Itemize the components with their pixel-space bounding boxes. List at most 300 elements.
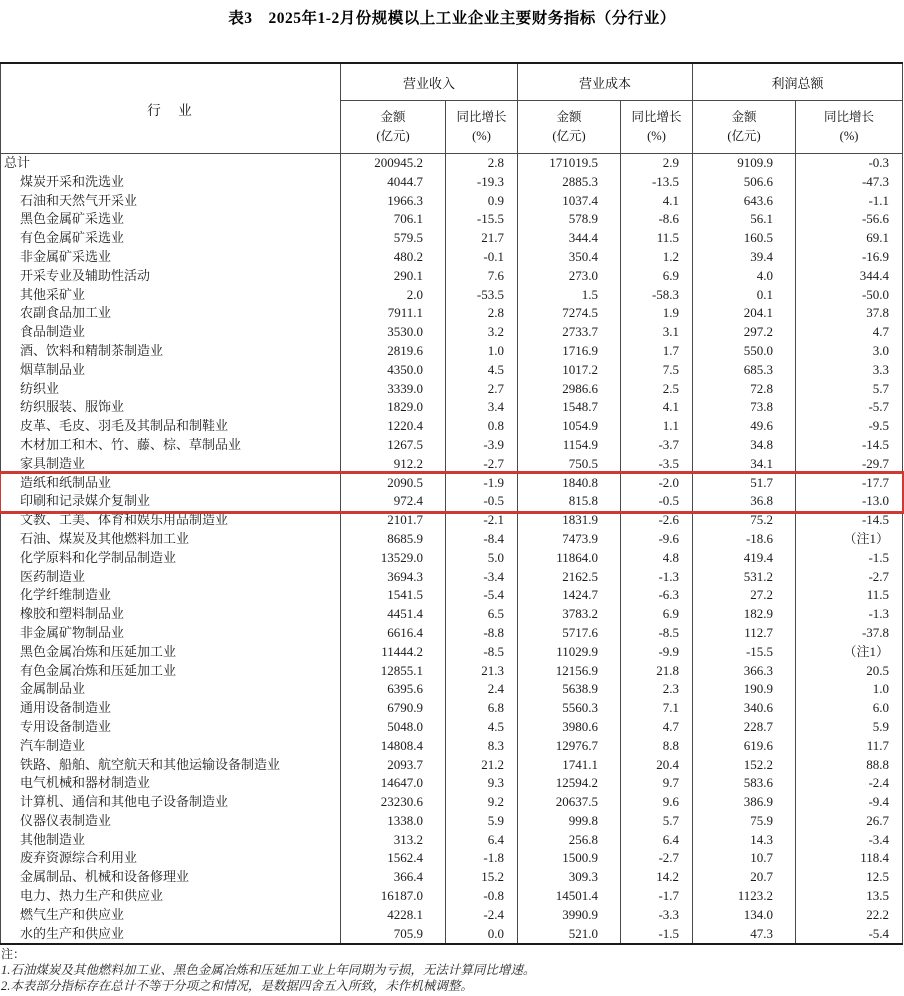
subheader-label: 金额 <box>380 110 406 124</box>
table-body <box>1 154 903 945</box>
profit-growth: -17.7 <box>796 474 903 493</box>
cost-amount: 2885.3 <box>518 173 621 192</box>
cost-growth: -8.6 <box>621 210 693 229</box>
profit-amount: 550.0 <box>693 342 796 361</box>
industry-name: 非金属矿物制品业 <box>1 624 341 643</box>
revenue-growth: -53.5 <box>446 286 518 305</box>
revenue-growth: 21.3 <box>446 662 518 681</box>
cost-growth: 4.7 <box>621 718 693 737</box>
cost-growth: 9.7 <box>621 774 693 793</box>
profit-growth: -2.4 <box>796 774 903 793</box>
subheader-unit: (%) <box>647 129 666 143</box>
profit-amount: 506.6 <box>693 173 796 192</box>
profit-growth: （注1） <box>796 643 903 662</box>
revenue-amount: 480.2 <box>341 248 446 267</box>
table-row <box>1 793 903 812</box>
industry-name: 文教、工美、体育和娱乐用品制造业 <box>1 511 341 530</box>
industry-name: 计算机、通信和其他电子设备制造业 <box>1 793 341 812</box>
revenue-growth: -2.7 <box>446 455 518 474</box>
subheader-label: 同比增长 <box>456 110 507 124</box>
profit-growth: 6.0 <box>796 699 903 718</box>
revenue-amount: 6616.4 <box>341 624 446 643</box>
revenue-growth: 3.2 <box>446 323 518 342</box>
industry-name: 纺织业 <box>1 380 341 399</box>
profit-growth: -29.7 <box>796 455 903 474</box>
cost-growth: -9.9 <box>621 643 693 662</box>
industry-name: 烟草制品业 <box>1 361 341 380</box>
cost-amount: 11864.0 <box>518 549 621 568</box>
table-row <box>1 455 903 474</box>
revenue-amount: 1966.3 <box>341 192 446 211</box>
table-row <box>1 229 903 248</box>
profit-growth: -5.7 <box>796 398 903 417</box>
cost-growth: 4.8 <box>621 549 693 568</box>
industry-name: 金属制品、机械和设备修理业 <box>1 868 341 887</box>
cost-amount: 11029.9 <box>518 643 621 662</box>
industry-name: 化学纤维制造业 <box>1 586 341 605</box>
profit-growth: -37.8 <box>796 624 903 643</box>
revenue-amount: 972.4 <box>341 492 446 511</box>
subheader-cost-amount <box>518 101 621 154</box>
cost-amount: 2162.5 <box>518 568 621 587</box>
profit-amount: 34.1 <box>693 455 796 474</box>
revenue-growth: -3.4 <box>446 568 518 587</box>
cost-growth: 2.9 <box>621 154 693 173</box>
table-row <box>1 568 903 587</box>
subheader-profit-amount <box>693 101 796 154</box>
industry-name: 酒、饮料和精制茶制造业 <box>1 342 341 361</box>
cost-amount: 14501.4 <box>518 887 621 906</box>
profit-amount: 228.7 <box>693 718 796 737</box>
cost-amount: 273.0 <box>518 267 621 286</box>
revenue-amount: 1541.5 <box>341 586 446 605</box>
revenue-growth: 0.9 <box>446 192 518 211</box>
industry-name: 汽车制造业 <box>1 737 341 756</box>
profit-amount: 160.5 <box>693 229 796 248</box>
revenue-amount: 366.4 <box>341 868 446 887</box>
industry-name: 其他采矿业 <box>1 286 341 305</box>
revenue-growth: -1.8 <box>446 849 518 868</box>
cost-growth: -13.5 <box>621 173 693 192</box>
column-group-cost: 营业成本 <box>518 63 693 101</box>
cost-amount: 5717.6 <box>518 624 621 643</box>
profit-growth: -47.3 <box>796 173 903 192</box>
profit-amount: 20.7 <box>693 868 796 887</box>
cost-growth: -3.7 <box>621 436 693 455</box>
cost-amount: 3990.9 <box>518 906 621 925</box>
cost-growth: -2.0 <box>621 474 693 493</box>
financial-indicators-table <box>0 62 903 945</box>
table-row <box>1 286 903 305</box>
profit-growth: 5.9 <box>796 718 903 737</box>
cost-growth: 7.1 <box>621 699 693 718</box>
table-row <box>1 737 903 756</box>
profit-amount: 1123.2 <box>693 887 796 906</box>
revenue-amount: 2093.7 <box>341 756 446 775</box>
cost-growth: -8.5 <box>621 624 693 643</box>
cost-amount: 7473.9 <box>518 530 621 549</box>
profit-amount: -15.5 <box>693 643 796 662</box>
profit-amount: -18.6 <box>693 530 796 549</box>
cost-amount: 256.8 <box>518 831 621 850</box>
table-row <box>1 831 903 850</box>
profit-growth: 3.3 <box>796 361 903 380</box>
cost-growth: 1.2 <box>621 248 693 267</box>
cost-growth: 5.7 <box>621 812 693 831</box>
revenue-amount: 8685.9 <box>341 530 446 549</box>
profit-growth: -14.5 <box>796 436 903 455</box>
revenue-growth: -2.1 <box>446 511 518 530</box>
revenue-amount: 7911.1 <box>341 304 446 323</box>
table-row <box>1 643 903 662</box>
revenue-growth: 6.5 <box>446 605 518 624</box>
table-row <box>1 887 903 906</box>
table-row <box>1 605 903 624</box>
table-row <box>1 361 903 380</box>
cost-amount: 750.5 <box>518 455 621 474</box>
revenue-growth: -2.4 <box>446 906 518 925</box>
profit-amount: 619.6 <box>693 737 796 756</box>
industry-name: 煤炭开采和洗选业 <box>1 173 341 192</box>
industry-name: 农副食品加工业 <box>1 304 341 323</box>
industry-name: 纺织服装、服饰业 <box>1 398 341 417</box>
footnote-2: 2.本表部分指标存在总计不等于分项之和情况，是数据四舍五入所致，未作机械调整。 <box>1 979 473 994</box>
industry-name: 石油和天然气开采业 <box>1 192 341 211</box>
footnotes <box>0 947 904 994</box>
cost-amount: 1424.7 <box>518 586 621 605</box>
profit-growth: （注1） <box>796 530 903 549</box>
profit-amount: 134.0 <box>693 906 796 925</box>
profit-growth: -9.5 <box>796 417 903 436</box>
profit-growth: 11.7 <box>796 737 903 756</box>
revenue-growth: 21.7 <box>446 229 518 248</box>
table-row <box>1 718 903 737</box>
cost-growth: 2.5 <box>621 380 693 399</box>
industry-name: 废弃资源综合利用业 <box>1 849 341 868</box>
revenue-amount: 290.1 <box>341 267 446 286</box>
profit-amount: 47.3 <box>693 925 796 945</box>
cost-growth: 21.8 <box>621 662 693 681</box>
industry-name: 开采专业及辅助性活动 <box>1 267 341 286</box>
profit-growth: -14.5 <box>796 511 903 530</box>
table-row <box>1 925 903 945</box>
cost-amount: 815.8 <box>518 492 621 511</box>
cost-amount: 1716.9 <box>518 342 621 361</box>
cost-amount: 1741.1 <box>518 756 621 775</box>
cost-growth: 1.1 <box>621 417 693 436</box>
revenue-growth: 15.2 <box>446 868 518 887</box>
industry-name: 其他制造业 <box>1 831 341 850</box>
cost-amount: 2986.6 <box>518 380 621 399</box>
cost-growth: -1.3 <box>621 568 693 587</box>
table-row <box>1 906 903 925</box>
revenue-amount: 14808.4 <box>341 737 446 756</box>
cost-amount: 12594.2 <box>518 774 621 793</box>
industry-name: 医药制造业 <box>1 568 341 587</box>
revenue-growth: 6.4 <box>446 831 518 850</box>
cost-amount: 1840.8 <box>518 474 621 493</box>
cost-growth: 2.3 <box>621 680 693 699</box>
profit-amount: 14.3 <box>693 831 796 850</box>
profit-growth: -56.6 <box>796 210 903 229</box>
subheader-label: 同比增长 <box>631 110 682 124</box>
cost-growth: 6.9 <box>621 267 693 286</box>
cost-amount: 999.8 <box>518 812 621 831</box>
industry-name: 食品制造业 <box>1 323 341 342</box>
revenue-amount: 1562.4 <box>341 849 446 868</box>
subheader-cost-growth <box>621 101 693 154</box>
profit-growth: 118.4 <box>796 849 903 868</box>
industry-name: 有色金属矿采选业 <box>1 229 341 248</box>
profit-amount: 75.9 <box>693 812 796 831</box>
profit-growth: 11.5 <box>796 586 903 605</box>
table-row <box>1 530 903 549</box>
cost-growth: 20.4 <box>621 756 693 775</box>
cost-amount: 1154.9 <box>518 436 621 455</box>
profit-growth: 20.5 <box>796 662 903 681</box>
industry-name: 总计 <box>1 154 341 173</box>
cost-amount: 12156.9 <box>518 662 621 681</box>
revenue-growth: 4.5 <box>446 718 518 737</box>
revenue-amount: 6790.9 <box>341 699 446 718</box>
cost-growth: -0.5 <box>621 492 693 511</box>
revenue-growth: 6.8 <box>446 699 518 718</box>
revenue-growth: -15.5 <box>446 210 518 229</box>
cost-amount: 7274.5 <box>518 304 621 323</box>
revenue-growth: -0.1 <box>446 248 518 267</box>
industry-name: 橡胶和塑料制品业 <box>1 605 341 624</box>
revenue-growth: -0.5 <box>446 492 518 511</box>
profit-amount: 152.2 <box>693 756 796 775</box>
profit-growth: 13.5 <box>796 887 903 906</box>
revenue-amount: 16187.0 <box>341 887 446 906</box>
cost-amount: 309.3 <box>518 868 621 887</box>
table-row <box>1 756 903 775</box>
revenue-growth: 5.9 <box>446 812 518 831</box>
profit-growth: -13.0 <box>796 492 903 511</box>
profit-growth: -16.9 <box>796 248 903 267</box>
table-row <box>1 342 903 361</box>
table-row <box>1 549 903 568</box>
table-row <box>1 436 903 455</box>
profit-amount: 366.3 <box>693 662 796 681</box>
cost-amount: 1054.9 <box>518 417 621 436</box>
revenue-growth: 9.2 <box>446 793 518 812</box>
revenue-amount: 14647.0 <box>341 774 446 793</box>
cost-growth: 6.4 <box>621 831 693 850</box>
revenue-growth: 7.6 <box>446 267 518 286</box>
profit-growth: -1.1 <box>796 192 903 211</box>
table-row <box>1 680 903 699</box>
revenue-amount: 3339.0 <box>341 380 446 399</box>
profit-growth: 5.7 <box>796 380 903 399</box>
industry-name: 铁路、船舶、航空航天和其他运输设备制造业 <box>1 756 341 775</box>
table-row <box>1 511 903 530</box>
cost-amount: 350.4 <box>518 248 621 267</box>
cost-growth: -9.6 <box>621 530 693 549</box>
cost-growth: 4.1 <box>621 398 693 417</box>
subheader-unit: (亿元) <box>376 129 410 143</box>
table-row <box>1 154 903 173</box>
revenue-amount: 313.2 <box>341 831 446 850</box>
cost-growth: -58.3 <box>621 286 693 305</box>
page-title: 表3 2025年1-2月份规模以上工业企业主要财务指标（分行业） <box>228 10 676 27</box>
table-row <box>1 192 903 211</box>
profit-amount: 386.9 <box>693 793 796 812</box>
profit-growth: -1.5 <box>796 549 903 568</box>
column-header-industry: 行 业 <box>1 63 341 154</box>
industry-name: 金属制品业 <box>1 680 341 699</box>
industry-name: 木材加工和木、竹、藤、棕、草制品业 <box>1 436 341 455</box>
revenue-growth: 2.4 <box>446 680 518 699</box>
profit-growth: -0.3 <box>796 154 903 173</box>
cost-growth: 1.9 <box>621 304 693 323</box>
revenue-growth: 8.3 <box>446 737 518 756</box>
revenue-growth: 2.8 <box>446 304 518 323</box>
profit-growth: 3.0 <box>796 342 903 361</box>
industry-name: 皮革、毛皮、羽毛及其制品和制鞋业 <box>1 417 341 436</box>
revenue-amount: 1220.4 <box>341 417 446 436</box>
profit-amount: 182.9 <box>693 605 796 624</box>
industry-name: 化学原料和化学制品制造业 <box>1 549 341 568</box>
table-row <box>1 304 903 323</box>
cost-growth: 1.7 <box>621 342 693 361</box>
profit-amount: 27.2 <box>693 586 796 605</box>
revenue-amount: 1267.5 <box>341 436 446 455</box>
cost-amount: 1.5 <box>518 286 621 305</box>
profit-growth: -50.0 <box>796 286 903 305</box>
subheader-label: 同比增长 <box>824 110 875 124</box>
subheader-revenue-growth <box>446 101 518 154</box>
revenue-growth: -1.9 <box>446 474 518 493</box>
cost-growth: -1.5 <box>621 925 693 945</box>
table-row <box>1 173 903 192</box>
table-row <box>1 492 903 511</box>
profit-growth: -9.4 <box>796 793 903 812</box>
cost-amount: 1017.2 <box>518 361 621 380</box>
cost-amount: 5638.9 <box>518 680 621 699</box>
industry-name: 非金属矿采选业 <box>1 248 341 267</box>
profit-amount: 73.8 <box>693 398 796 417</box>
profit-amount: 190.9 <box>693 680 796 699</box>
profit-growth: 1.0 <box>796 680 903 699</box>
subheader-label: 金额 <box>731 110 757 124</box>
revenue-growth: -8.5 <box>446 643 518 662</box>
profit-growth: 88.8 <box>796 756 903 775</box>
cost-amount: 3980.6 <box>518 718 621 737</box>
subheader-unit: (亿元) <box>727 129 761 143</box>
table-row <box>1 323 903 342</box>
cost-amount: 1548.7 <box>518 398 621 417</box>
cost-growth: 11.5 <box>621 229 693 248</box>
cost-amount: 2733.7 <box>518 323 621 342</box>
revenue-growth: -8.8 <box>446 624 518 643</box>
cost-amount: 1037.4 <box>518 192 621 211</box>
cost-growth: 6.9 <box>621 605 693 624</box>
industry-name: 黑色金属矿采选业 <box>1 210 341 229</box>
revenue-growth: -5.4 <box>446 586 518 605</box>
industry-name: 电气机械和器材制造业 <box>1 774 341 793</box>
cost-growth: -6.3 <box>621 586 693 605</box>
revenue-amount: 3530.0 <box>341 323 446 342</box>
industry-name: 电力、热力生产和供应业 <box>1 887 341 906</box>
table-row <box>1 812 903 831</box>
cost-amount: 3783.2 <box>518 605 621 624</box>
profit-amount: 75.2 <box>693 511 796 530</box>
revenue-growth: 1.0 <box>446 342 518 361</box>
revenue-amount: 3694.3 <box>341 568 446 587</box>
revenue-growth: -0.8 <box>446 887 518 906</box>
cost-growth: -3.5 <box>621 455 693 474</box>
revenue-growth: 21.2 <box>446 756 518 775</box>
revenue-amount: 23230.6 <box>341 793 446 812</box>
profit-amount: 685.3 <box>693 361 796 380</box>
profit-amount: 9109.9 <box>693 154 796 173</box>
cost-amount: 578.9 <box>518 210 621 229</box>
table-row <box>1 210 903 229</box>
profit-growth: 69.1 <box>796 229 903 248</box>
cost-amount: 5560.3 <box>518 699 621 718</box>
profit-growth: 26.7 <box>796 812 903 831</box>
profit-amount: 4.0 <box>693 267 796 286</box>
subheader-unit: (%) <box>839 129 859 143</box>
revenue-amount: 2090.5 <box>341 474 446 493</box>
profit-amount: 583.6 <box>693 774 796 793</box>
revenue-amount: 4044.7 <box>341 173 446 192</box>
cost-amount: 1831.9 <box>518 511 621 530</box>
revenue-amount: 706.1 <box>341 210 446 229</box>
revenue-amount: 200945.2 <box>341 154 446 173</box>
profit-growth: -3.4 <box>796 831 903 850</box>
cost-growth: 3.1 <box>621 323 693 342</box>
industry-name: 家具制造业 <box>1 455 341 474</box>
revenue-amount: 4350.0 <box>341 361 446 380</box>
table-row <box>1 849 903 868</box>
revenue-amount: 4228.1 <box>341 906 446 925</box>
subheader-unit: (%) <box>472 129 491 143</box>
revenue-growth: 0.0 <box>446 925 518 945</box>
table-row <box>1 586 903 605</box>
table-row <box>1 267 903 286</box>
industry-name: 有色金属冶炼和压延加工业 <box>1 662 341 681</box>
revenue-amount: 5048.0 <box>341 718 446 737</box>
profit-amount: 49.6 <box>693 417 796 436</box>
footnote-1: 1.石油煤炭及其他燃料加工业、黑色金属冶炼和压延加工业上年同期为亏损，无法计算同比增速。 <box>1 963 536 978</box>
table-row <box>1 380 903 399</box>
cost-growth: -1.7 <box>621 887 693 906</box>
profit-growth: 4.7 <box>796 323 903 342</box>
cost-growth: -3.3 <box>621 906 693 925</box>
profit-growth: 12.5 <box>796 868 903 887</box>
revenue-amount: 1338.0 <box>341 812 446 831</box>
revenue-growth: -19.3 <box>446 173 518 192</box>
profit-amount: 0.1 <box>693 286 796 305</box>
profit-growth: 37.8 <box>796 304 903 323</box>
cost-amount: 344.4 <box>518 229 621 248</box>
profit-growth: -2.7 <box>796 568 903 587</box>
profit-growth: -1.3 <box>796 605 903 624</box>
revenue-growth: 2.7 <box>446 380 518 399</box>
revenue-amount: 6395.6 <box>341 680 446 699</box>
table-row <box>1 868 903 887</box>
column-group-profit: 利润总额 <box>693 63 903 101</box>
cost-growth: -2.7 <box>621 849 693 868</box>
cost-amount: 12976.7 <box>518 737 621 756</box>
profit-amount: 112.7 <box>693 624 796 643</box>
industry-name: 水的生产和供应业 <box>1 925 341 945</box>
revenue-growth: 9.3 <box>446 774 518 793</box>
industry-name: 仪器仪表制造业 <box>1 812 341 831</box>
